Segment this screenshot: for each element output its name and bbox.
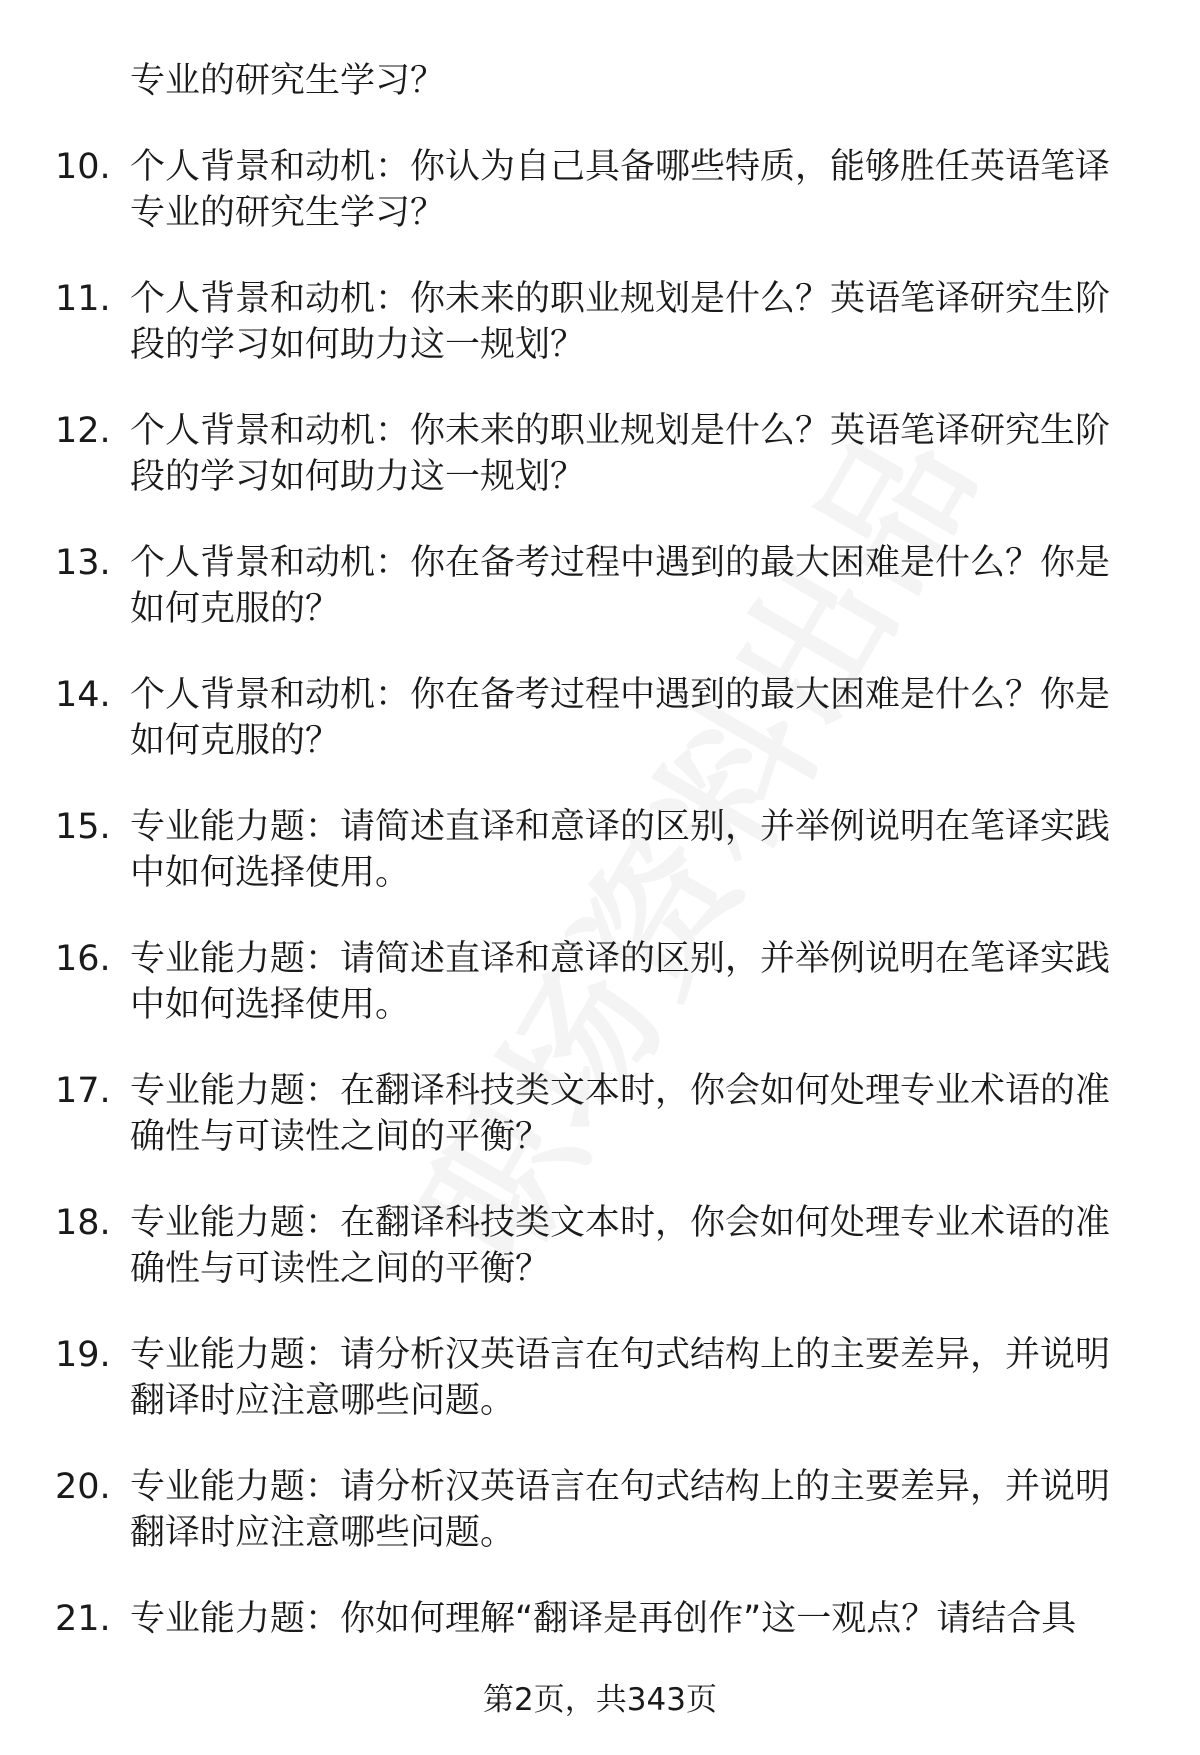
question-text-line: 专业的研究生学习？ (130, 193, 446, 233)
question-text-line: 中如何选择使用。 (130, 985, 411, 1025)
continued-question-text: 专业的研究生学习？ (130, 61, 446, 101)
question-number: 18. (55, 1203, 111, 1243)
question-text-line: 专业能力题：你如何理解“翻译是再创作”这一观点？请结合具 (130, 1599, 1077, 1639)
question-text-line: 中如何选择使用。 (130, 853, 411, 893)
question-item-15 (0, 804, 1200, 896)
question-number: 21. (55, 1599, 111, 1639)
question-number: 17. (55, 1071, 111, 1111)
question-text-line: 翻译时应注意哪些问题。 (130, 1513, 516, 1553)
question-number: 16. (55, 939, 111, 979)
question-number: 10. (55, 147, 111, 187)
question-text-line: 专业能力题：在翻译科技类文本时，你会如何处理专业术语的准 (130, 1071, 1111, 1111)
question-number: 15. (55, 807, 111, 847)
question-item-10 (0, 144, 1200, 236)
question-item-12 (0, 408, 1200, 500)
question-text-line: 翻译时应注意哪些问题。 (130, 1381, 516, 1421)
question-text-line: 专业能力题：请简述直译和意译的区别，并举例说明在笔译实践 (130, 807, 1111, 847)
question-text-line: 确性与可读性之间的平衡？ (130, 1117, 551, 1157)
question-text-line: 专业能力题：请分析汉英语言在句式结构上的主要差异，并说明 (130, 1335, 1111, 1375)
question-number: 20. (55, 1467, 111, 1507)
question-text-line: 个人背景和动机：你在备考过程中遇到的最大困难是什么？你是 (130, 543, 1111, 583)
question-text-line: 专业能力题：在翻译科技类文本时，你会如何处理专业术语的准 (130, 1203, 1111, 1243)
question-text-line: 确性与可读性之间的平衡？ (130, 1249, 551, 1289)
question-item-11 (0, 276, 1200, 368)
question-number: 11. (55, 279, 111, 319)
question-item-21 (0, 1596, 1200, 1642)
question-number: 19. (55, 1335, 111, 1375)
question-text-line: 段的学习如何助力这一规划？ (130, 325, 586, 365)
question-item-13 (0, 540, 1200, 632)
question-text-line: 如何克服的？ (130, 721, 341, 761)
question-list (0, 58, 1200, 1642)
question-number: 13. (55, 543, 111, 583)
question-item-19 (0, 1332, 1200, 1424)
question-item-20 (0, 1464, 1200, 1556)
question-text-line: 专业能力题：请分析汉英语言在句式结构上的主要差异，并说明 (130, 1467, 1111, 1507)
question-text-line: 个人背景和动机：你未来的职业规划是什么？英语笔译研究生阶 (130, 411, 1111, 451)
page-footer: 第2页，共343页 (483, 1682, 717, 1718)
question-number: 12. (55, 411, 111, 451)
question-text-line: 如何克服的？ (130, 589, 341, 629)
question-item-16 (0, 936, 1200, 1028)
question-item-14 (0, 672, 1200, 764)
question-text-line: 段的学习如何助力这一规划？ (130, 457, 586, 497)
question-text-line: 个人背景和动机：你认为自己具备哪些特质，能够胜任英语笔译 (130, 147, 1111, 187)
question-text-line: 专业能力题：请简述直译和意译的区别，并举例说明在笔译实践 (130, 939, 1111, 979)
question-number: 14. (55, 675, 111, 715)
question-item-18 (0, 1200, 1200, 1292)
question-item-17 (0, 1068, 1200, 1160)
question-text-line: 个人背景和动机：你在备考过程中遇到的最大困难是什么？你是 (130, 675, 1111, 715)
question-text-line: 个人背景和动机：你未来的职业规划是什么？英语笔译研究生阶 (130, 279, 1111, 319)
